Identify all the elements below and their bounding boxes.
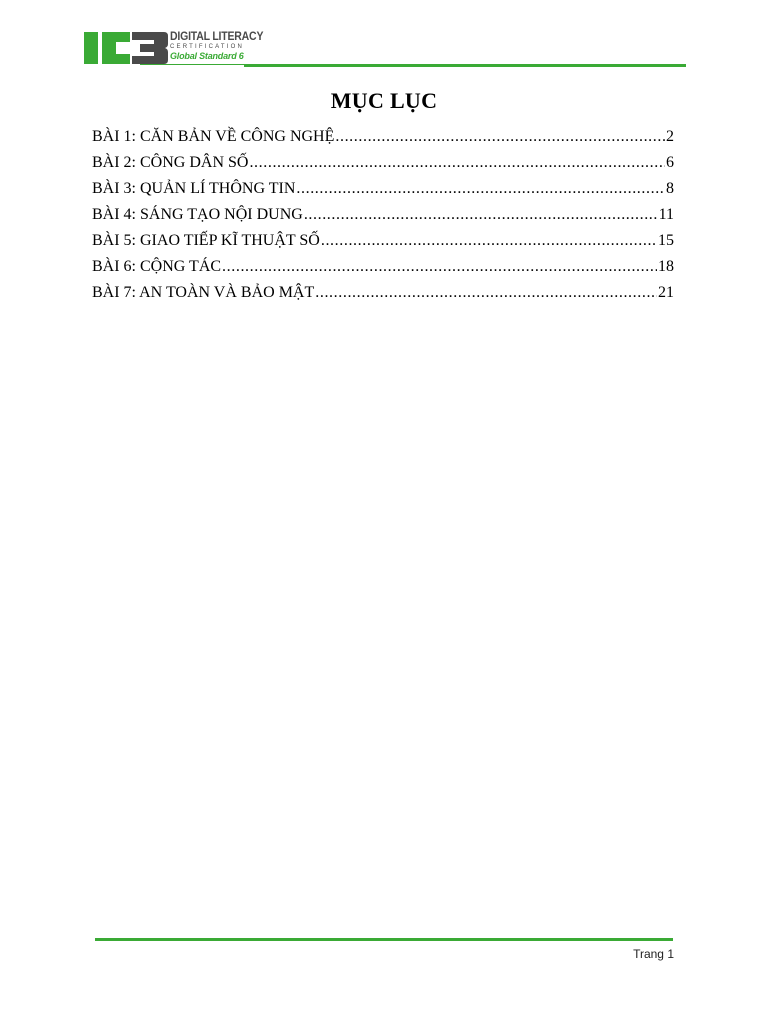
logo-text-block: [170, 31, 263, 61]
toc-entry-page: 6: [666, 154, 674, 171]
toc-entry-label: BÀI 2: CÔNG DÂN SỐ: [92, 154, 249, 171]
toc-leader-dots: [335, 127, 665, 147]
toc-leader-dots: [321, 231, 657, 251]
toc-entry-4[interactable]: [92, 205, 674, 231]
toc-entry-label: BÀI 1: CĂN BẢN VỀ CÔNG NGHỆ: [92, 128, 335, 145]
toc-leader-dots: [249, 153, 665, 173]
toc-entry-label: BÀI 5: GIAO TIẾP KĨ THUẬT SỐ: [92, 232, 320, 249]
toc-entry-label: BÀI 4: SÁNG TẠO NỘI DUNG: [92, 206, 303, 223]
header-rule: [244, 64, 686, 67]
toc-entry-6[interactable]: [92, 257, 674, 283]
logo-title: DIGITAL LITERACY: [170, 29, 264, 44]
header-rule-thin: [140, 64, 244, 65]
toc-entry-page: 21: [658, 284, 674, 301]
logo-subtitle: CERTIFICATION: [170, 43, 245, 50]
toc-entry-page: 8: [666, 180, 674, 197]
footer-rule: [95, 938, 673, 941]
toc-leader-dots: [296, 179, 665, 199]
toc-title: MỤC LỤC: [330, 88, 438, 113]
ic3-logo-mark: [84, 30, 168, 66]
toc-entry-label: BÀI 7: AN TOÀN VÀ BẢO MẬT: [92, 284, 315, 301]
toc-entry-page: 18: [658, 258, 674, 275]
toc-entry-label: BÀI 3: QUẢN LÍ THÔNG TIN: [92, 180, 296, 197]
table-of-contents: [92, 127, 674, 309]
toc-entry-1[interactable]: [92, 127, 674, 153]
toc-leader-dots: [304, 205, 658, 225]
toc-entry-label: BÀI 6: CỘNG TÁC: [92, 258, 222, 275]
logo-standard: Global Standard 6: [170, 50, 244, 61]
ic3-logo: [84, 30, 263, 66]
toc-entry-2[interactable]: [92, 153, 674, 179]
toc-entry-7[interactable]: [92, 283, 674, 309]
toc-leader-dots: [222, 257, 657, 277]
toc-leader-dots: [315, 283, 657, 303]
toc-entry-page: 2: [666, 128, 674, 145]
toc-entry-page: 15: [658, 232, 674, 249]
toc-entry-3[interactable]: [92, 179, 674, 205]
toc-entry-5[interactable]: [92, 231, 674, 257]
toc-entry-page: 11: [658, 206, 674, 223]
footer-page-number: Trang 1: [633, 947, 674, 961]
